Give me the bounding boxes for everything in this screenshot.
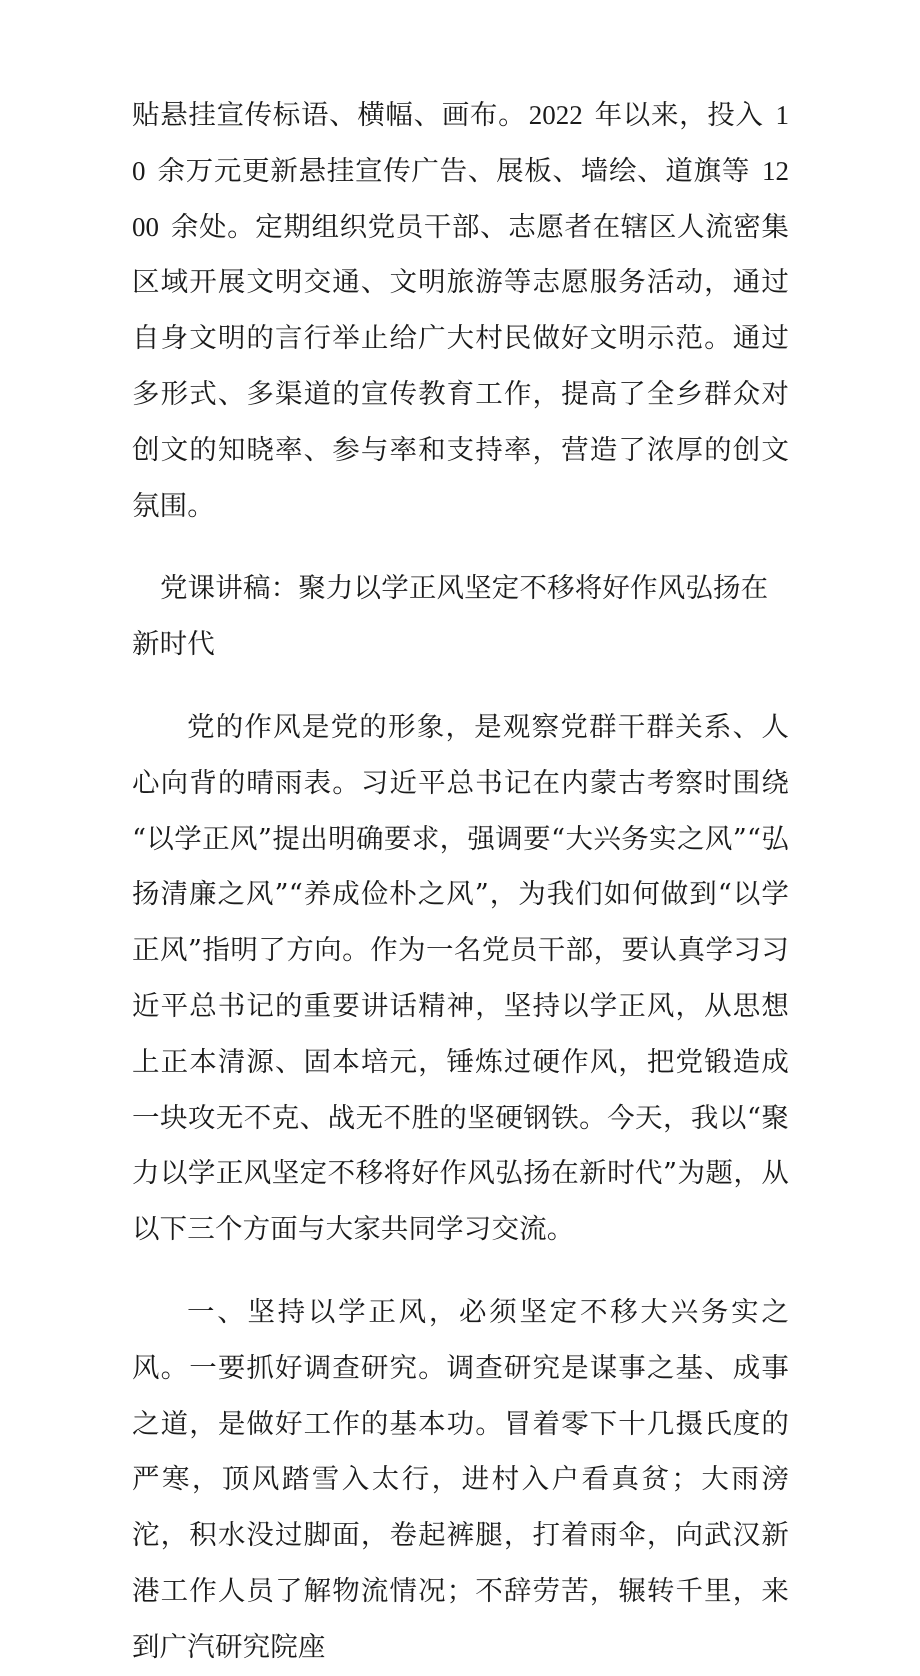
paragraph-spacer xyxy=(132,534,789,561)
paragraph-continued-from-previous-page: 贴悬挂宣传标语、横幅、画布。2022 年以来，投入 10 余万元更新悬挂宣传广告、展板、墙绘、道旗等 1200 余处。定期组织党员干部、志愿者在辖区人流密集区域开展文明交通、文明旅游等志愿服务活动，通过自身文明的言行举止给广大村民做好文明示范。通过多形式、多渠道的宣传教育工作，提高了全乡群众对创文的知晓率、参与率和支持率，营造了浓厚的创文氛围。 xyxy=(132,99,789,522)
section-heading-lecture-title: 党课讲稿：聚力以学正风坚定不移将好作风弘扬在新时代 xyxy=(132,572,769,661)
paragraph-spacer xyxy=(132,673,789,700)
paragraph-section-one: 一、坚持以学正风，必须坚定不移大兴务实之风。一要抓好调查研究。调查研究是谋事之基、成事之道，是做好工作的基本功。冒着零下十几摄氏度的严寒，顶风踏雪入太行，进村入户看真贫；大雨滂沱，积水没过脚面，卷起裤腿，打着雨伞，向武汉新港工作人员了解物流情况；不辞劳苦，辗转千里，来到广汽研究院座 xyxy=(132,1295,789,1663)
inline-number: 1200 xyxy=(132,155,789,242)
paragraph-opening-statement: 党的作风是党的形象，是观察党群干群关系、人心向背的晴雨表。习近平总书记在内蒙古考察时围绕“以学正风”提出明确要求，强调要“大兴务实之风”“弘扬清廉之风”“养成俭朴之风”，为我们如何做到“以学正风”指明了方向。作为一名党员干部，要认真学习习近平总书记的重要讲话精神，坚持以学正风，从思想上正本清源、固本培元，锤炼过硬作风，把党锻造成一块攻无不克、战无不胜的坚硬钢铁。今天，我以“聚力以学正风坚定不移将好作风弘扬在新时代”为题，从以下三个方面与大家共同学习交流。 xyxy=(132,710,789,1246)
paragraph-spacer xyxy=(132,1258,789,1285)
inline-number: 10 xyxy=(132,100,789,186)
page-text-column xyxy=(132,88,789,1676)
inline-number: 2022 xyxy=(528,100,583,130)
